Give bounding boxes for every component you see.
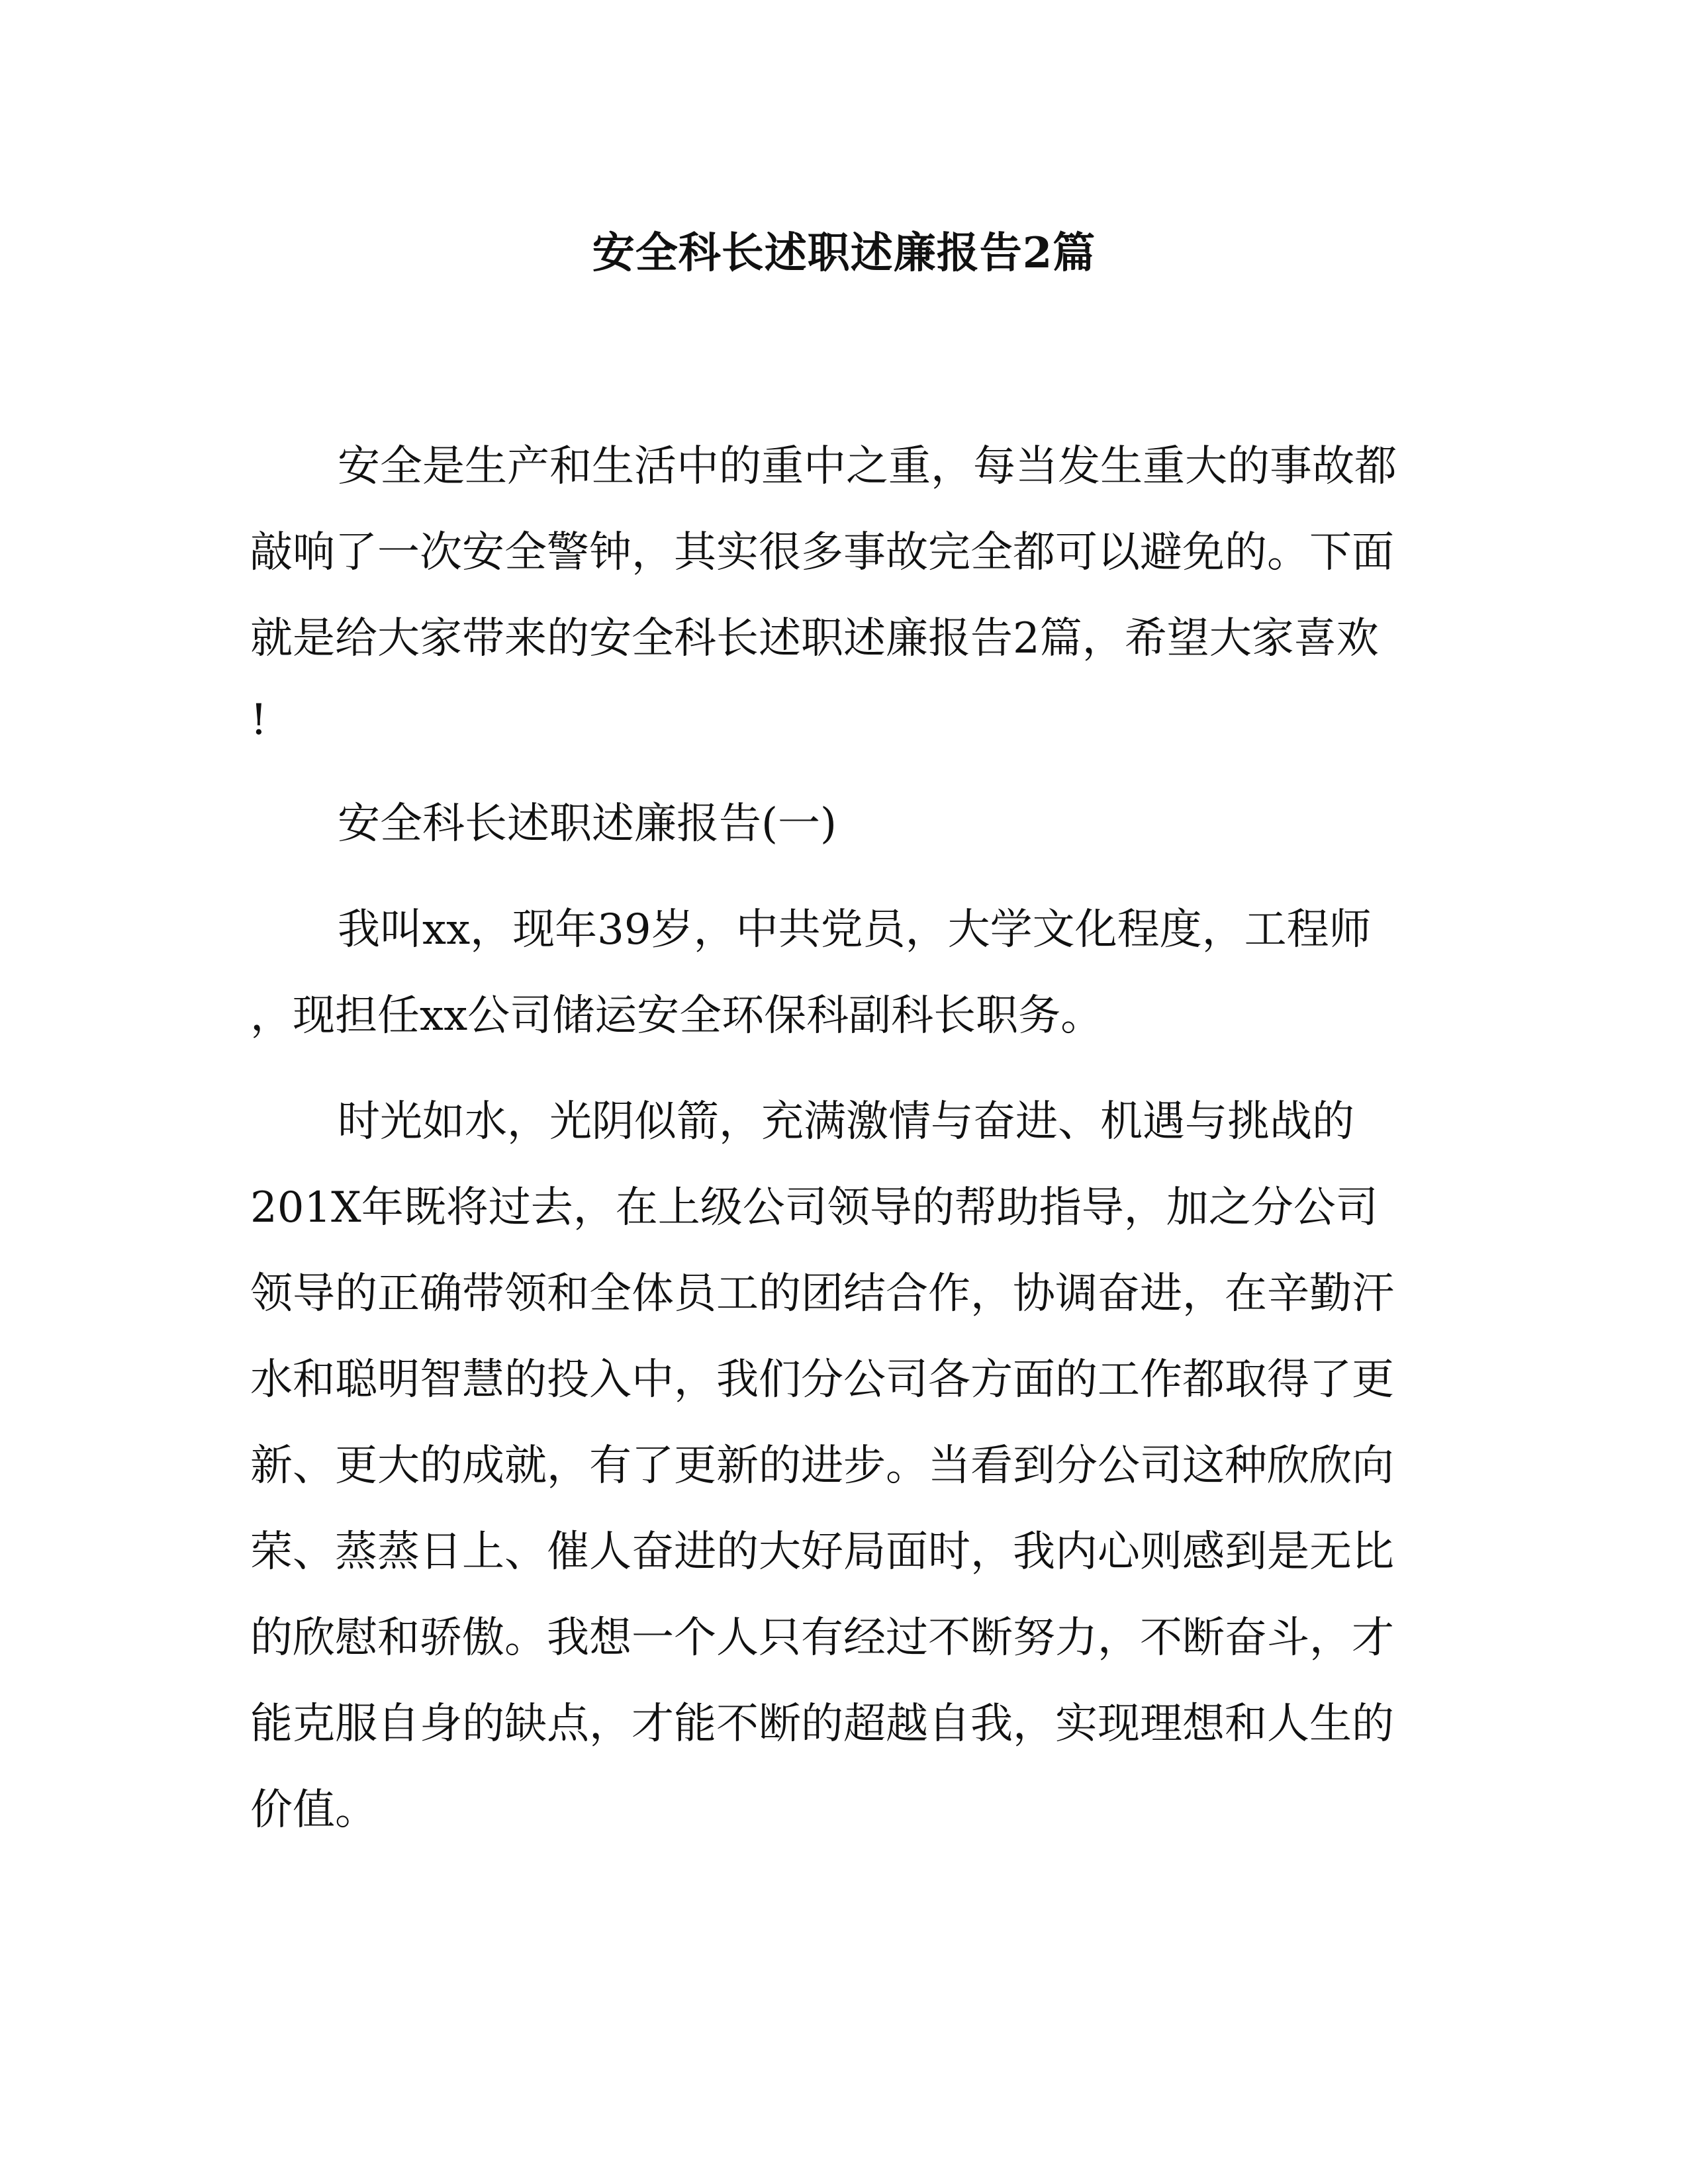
body-line: 荣、蒸蒸日上、催人奋进的大好局面时，我内心则感到是无比 [250,1527,1394,1576]
intro-line: ! [250,696,267,745]
body-line: 水和聪明智慧的投入中，我们分公司各方面的工作都取得了更 [250,1355,1394,1404]
self-intro-line: ，现担任xx公司储运安全环保科副科长职务。 [250,991,1103,1040]
intro-line: 安全是生产和生活中的重中之重，每当发生重大的事故都 [338,442,1397,491]
body-line: 时光如水，光阴似箭，充满激情与奋进、机遇与挑战的 [338,1097,1354,1146]
section-heading: 安全科长述职述廉报告(一) [338,799,837,848]
body-line: 201X年既将过去，在上级公司领导的帮助指导，加之分公司 [250,1183,1378,1232]
body-line: 领导的正确带领和全体员工的团结合作，协调奋进，在辛勤汗 [250,1269,1394,1318]
body-line: 的欣慰和骄傲。我想一个人只有经过不断努力，不断奋斗，才 [250,1614,1394,1662]
intro-line: 敲响了一次安全警钟，其实很多事故完全都可以避免的。下面 [250,528,1394,577]
body-line: 价值。 [250,1786,377,1835]
self-intro-line: 我叫xx，现年39岁，中共党员，大学文化程度，工程师 [338,905,1372,954]
body-line: 能克服自身的缺点，才能不断的超越自我，实现理想和人生的 [250,1700,1394,1749]
document-title: 安全科长述职述廉报告2篇 [592,228,1096,278]
body-line: 新、更大的成就，有了更新的进步。当看到分公司这种欣欣向 [250,1441,1394,1490]
intro-line: 就是给大家带来的安全科长述职述廉报告2篇，希望大家喜欢 [250,614,1379,663]
